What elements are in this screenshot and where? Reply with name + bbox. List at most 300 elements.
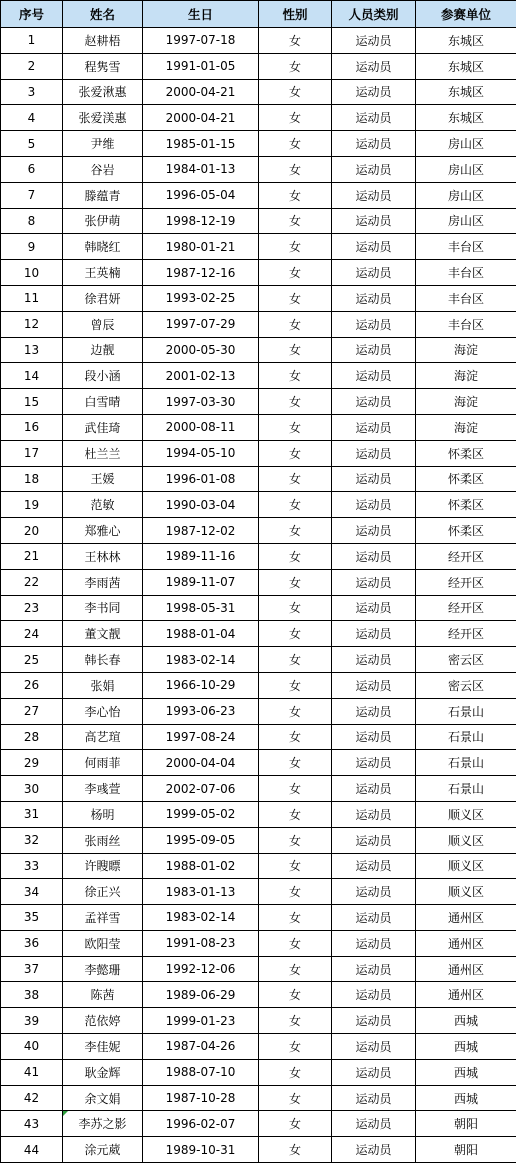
cell-no[interactable]: 40 bbox=[1, 1034, 63, 1060]
cell-gender[interactable]: 女 bbox=[259, 595, 332, 621]
cell-unit[interactable]: 经开区 bbox=[416, 595, 516, 621]
cell-no[interactable]: 25 bbox=[1, 647, 63, 673]
cell-birthday[interactable]: 1999-05-02 bbox=[143, 801, 259, 827]
cell-category[interactable]: 运动员 bbox=[332, 156, 416, 182]
cell-category[interactable]: 运动员 bbox=[332, 672, 416, 698]
cell-category[interactable]: 运动员 bbox=[332, 776, 416, 802]
table-row bbox=[1, 1085, 516, 1111]
cell-birthday[interactable]: 1990-03-04 bbox=[143, 492, 259, 518]
cell-no[interactable]: 35 bbox=[1, 905, 63, 931]
cell-gender[interactable]: 女 bbox=[259, 234, 332, 260]
cell-no[interactable]: 17 bbox=[1, 440, 63, 466]
cell-name[interactable]: 李书同 bbox=[63, 595, 143, 621]
cell-no[interactable]: 15 bbox=[1, 389, 63, 415]
cell-name[interactable]: 何雨菲 bbox=[63, 750, 143, 776]
cell-gender[interactable]: 女 bbox=[259, 1034, 332, 1060]
cell-gender[interactable]: 女 bbox=[259, 79, 332, 105]
cell-gender[interactable]: 女 bbox=[259, 853, 332, 879]
cell-no[interactable]: 43 bbox=[1, 1111, 63, 1137]
cell-category[interactable]: 运动员 bbox=[332, 1085, 416, 1111]
cell-unit[interactable]: 海淀 bbox=[416, 414, 516, 440]
cell-gender[interactable]: 女 bbox=[259, 930, 332, 956]
cell-unit[interactable]: 石景山 bbox=[416, 698, 516, 724]
table-row bbox=[1, 956, 516, 982]
cell-unit[interactable]: 房山区 bbox=[416, 182, 516, 208]
cell-birthday[interactable]: 1991-01-05 bbox=[143, 53, 259, 79]
cell-birthday[interactable]: 1995-09-05 bbox=[143, 827, 259, 853]
cell-category[interactable]: 运动员 bbox=[332, 930, 416, 956]
cell-unit[interactable]: 怀柔区 bbox=[416, 492, 516, 518]
table-row bbox=[1, 672, 516, 698]
cell-name[interactable]: 张雨丝 bbox=[63, 827, 143, 853]
cell-unit[interactable]: 通州区 bbox=[416, 930, 516, 956]
cell-no[interactable]: 36 bbox=[1, 930, 63, 956]
cell-no[interactable]: 19 bbox=[1, 492, 63, 518]
cell-name[interactable]: 张伊萌 bbox=[63, 208, 143, 234]
cell-birthday[interactable]: 2001-02-13 bbox=[143, 363, 259, 389]
cell-category[interactable]: 运动员 bbox=[332, 724, 416, 750]
cell-birthday[interactable]: 1988-01-04 bbox=[143, 621, 259, 647]
cell-no[interactable]: 38 bbox=[1, 982, 63, 1008]
table-row bbox=[1, 827, 516, 853]
cell-name[interactable]: 李懿珊 bbox=[63, 956, 143, 982]
cell-birthday[interactable]: 1985-01-15 bbox=[143, 131, 259, 157]
header-cell-birthday[interactable]: 生日 bbox=[143, 1, 259, 28]
cell-unit[interactable]: 怀柔区 bbox=[416, 440, 516, 466]
cell-birthday[interactable]: 1987-10-28 bbox=[143, 1085, 259, 1111]
cell-birthday[interactable]: 1980-01-21 bbox=[143, 234, 259, 260]
table-row bbox=[1, 28, 516, 54]
cell-gender[interactable]: 女 bbox=[259, 156, 332, 182]
cell-unit[interactable]: 通州区 bbox=[416, 982, 516, 1008]
cell-gender[interactable]: 女 bbox=[259, 389, 332, 415]
cell-birthday[interactable]: 2000-04-21 bbox=[143, 105, 259, 131]
cell-name[interactable]: 赵耕梧 bbox=[63, 28, 143, 54]
cell-category[interactable]: 运动员 bbox=[332, 53, 416, 79]
cell-category[interactable]: 运动员 bbox=[332, 182, 416, 208]
cell-birthday[interactable]: 1983-01-13 bbox=[143, 879, 259, 905]
cell-birthday[interactable]: 1983-02-14 bbox=[143, 647, 259, 673]
cell-gender[interactable]: 女 bbox=[259, 131, 332, 157]
header-cell-unit[interactable]: 参赛单位 bbox=[416, 1, 516, 28]
cell-gender[interactable]: 女 bbox=[259, 647, 332, 673]
cell-no[interactable]: 4 bbox=[1, 105, 63, 131]
cell-gender[interactable]: 女 bbox=[259, 105, 332, 131]
cell-category[interactable]: 运动员 bbox=[332, 1137, 416, 1163]
cell-category[interactable]: 运动员 bbox=[332, 543, 416, 569]
cell-no[interactable]: 13 bbox=[1, 337, 63, 363]
cell-unit[interactable]: 通州区 bbox=[416, 956, 516, 982]
cell-name[interactable]: 耿金辉 bbox=[63, 1059, 143, 1085]
cell-gender[interactable]: 女 bbox=[259, 260, 332, 286]
cell-no[interactable]: 28 bbox=[1, 724, 63, 750]
cell-name[interactable]: 郑雅心 bbox=[63, 518, 143, 544]
cell-name[interactable]: 王英楠 bbox=[63, 260, 143, 286]
cell-unit[interactable]: 西城 bbox=[416, 1059, 516, 1085]
cell-no[interactable]: 30 bbox=[1, 776, 63, 802]
cell-no[interactable]: 21 bbox=[1, 543, 63, 569]
cell-unit[interactable]: 房山区 bbox=[416, 208, 516, 234]
cell-birthday[interactable]: 1994-05-10 bbox=[143, 440, 259, 466]
cell-name[interactable]: 韩晓红 bbox=[63, 234, 143, 260]
cell-birthday[interactable]: 2000-08-11 bbox=[143, 414, 259, 440]
cell-unit[interactable]: 怀柔区 bbox=[416, 518, 516, 544]
cell-category[interactable]: 运动员 bbox=[332, 389, 416, 415]
cell-name[interactable]: 滕蕴青 bbox=[63, 182, 143, 208]
cell-category[interactable]: 运动员 bbox=[332, 285, 416, 311]
cell-name[interactable]: 白雪晴 bbox=[63, 389, 143, 415]
cell-unit[interactable]: 西城 bbox=[416, 1008, 516, 1034]
cell-gender[interactable]: 女 bbox=[259, 182, 332, 208]
cell-unit[interactable]: 丰台区 bbox=[416, 311, 516, 337]
cell-unit[interactable]: 顺义区 bbox=[416, 879, 516, 905]
cell-gender[interactable]: 女 bbox=[259, 698, 332, 724]
cell-unit[interactable]: 经开区 bbox=[416, 621, 516, 647]
header-cell-name[interactable]: 姓名 bbox=[63, 1, 143, 28]
cell-birthday[interactable]: 1993-06-23 bbox=[143, 698, 259, 724]
table-row bbox=[1, 53, 516, 79]
cell-birthday[interactable]: 1966-10-29 bbox=[143, 672, 259, 698]
table-row bbox=[1, 982, 516, 1008]
cell-name[interactable]: 李苏之影 bbox=[63, 1111, 143, 1137]
cell-gender[interactable]: 女 bbox=[259, 724, 332, 750]
cell-no[interactable]: 42 bbox=[1, 1085, 63, 1111]
table-row bbox=[1, 1059, 516, 1085]
cell-name[interactable]: 李佳妮 bbox=[63, 1034, 143, 1060]
cell-gender[interactable]: 女 bbox=[259, 208, 332, 234]
cell-unit[interactable]: 东城区 bbox=[416, 28, 516, 54]
cell-name[interactable]: 范敏 bbox=[63, 492, 143, 518]
cell-gender[interactable]: 女 bbox=[259, 543, 332, 569]
cell-birthday[interactable]: 1988-01-02 bbox=[143, 853, 259, 879]
cell-category[interactable]: 运动员 bbox=[332, 492, 416, 518]
cell-no[interactable]: 8 bbox=[1, 208, 63, 234]
cell-category[interactable]: 运动员 bbox=[332, 466, 416, 492]
header-cell-gender[interactable]: 性别 bbox=[259, 1, 332, 28]
cell-name[interactable]: 张爱湫惠 bbox=[63, 79, 143, 105]
cell-category[interactable]: 运动员 bbox=[332, 827, 416, 853]
table-row bbox=[1, 905, 516, 931]
cell-unit[interactable]: 经开区 bbox=[416, 569, 516, 595]
cell-birthday[interactable]: 1987-12-16 bbox=[143, 260, 259, 286]
cell-category[interactable]: 运动员 bbox=[332, 1034, 416, 1060]
cell-name[interactable]: 王林林 bbox=[63, 543, 143, 569]
cell-gender[interactable]: 女 bbox=[259, 569, 332, 595]
cell-unit[interactable]: 房山区 bbox=[416, 156, 516, 182]
cell-name[interactable]: 许瞍瞟 bbox=[63, 853, 143, 879]
table-row bbox=[1, 131, 516, 157]
cell-name[interactable]: 徐君妍 bbox=[63, 285, 143, 311]
table-row bbox=[1, 363, 516, 389]
cell-unit[interactable]: 朝阳 bbox=[416, 1111, 516, 1137]
cell-no[interactable]: 27 bbox=[1, 698, 63, 724]
cell-unit[interactable]: 丰台区 bbox=[416, 234, 516, 260]
cell-gender[interactable]: 女 bbox=[259, 440, 332, 466]
cell-name[interactable]: 王媛 bbox=[63, 466, 143, 492]
cell-no[interactable]: 11 bbox=[1, 285, 63, 311]
cell-name[interactable]: 曾辰 bbox=[63, 311, 143, 337]
table-row bbox=[1, 234, 516, 260]
cell-birthday[interactable]: 1988-07-10 bbox=[143, 1059, 259, 1085]
cell-name[interactable]: 韩长春 bbox=[63, 647, 143, 673]
cell-no[interactable]: 29 bbox=[1, 750, 63, 776]
cell-no[interactable]: 9 bbox=[1, 234, 63, 260]
cell-birthday[interactable]: 2000-04-21 bbox=[143, 79, 259, 105]
cell-category[interactable]: 运动员 bbox=[332, 1111, 416, 1137]
cell-no[interactable]: 22 bbox=[1, 569, 63, 595]
cell-gender[interactable]: 女 bbox=[259, 337, 332, 363]
table-row bbox=[1, 440, 516, 466]
cell-category[interactable]: 运动员 bbox=[332, 79, 416, 105]
cell-gender[interactable]: 女 bbox=[259, 53, 332, 79]
cell-unit[interactable]: 石景山 bbox=[416, 724, 516, 750]
cell-category[interactable]: 运动员 bbox=[332, 853, 416, 879]
cell-category[interactable]: 运动员 bbox=[332, 595, 416, 621]
cell-no[interactable]: 24 bbox=[1, 621, 63, 647]
cell-name[interactable]: 李雨茜 bbox=[63, 569, 143, 595]
cell-no[interactable]: 5 bbox=[1, 131, 63, 157]
cell-gender[interactable]: 女 bbox=[259, 956, 332, 982]
cell-name[interactable]: 徐正兴 bbox=[63, 879, 143, 905]
cell-no[interactable]: 41 bbox=[1, 1059, 63, 1085]
cell-no[interactable]: 31 bbox=[1, 801, 63, 827]
cell-category[interactable]: 运动员 bbox=[332, 1059, 416, 1085]
cell-unit[interactable]: 顺义区 bbox=[416, 801, 516, 827]
cell-gender[interactable]: 女 bbox=[259, 1059, 332, 1085]
cell-birthday[interactable]: 1989-11-07 bbox=[143, 569, 259, 595]
cell-gender[interactable]: 女 bbox=[259, 363, 332, 389]
cell-no[interactable]: 14 bbox=[1, 363, 63, 389]
cell-gender[interactable]: 女 bbox=[259, 414, 332, 440]
cell-no[interactable]: 18 bbox=[1, 466, 63, 492]
table-row bbox=[1, 776, 516, 802]
cell-gender[interactable]: 女 bbox=[259, 776, 332, 802]
cell-no[interactable]: 16 bbox=[1, 414, 63, 440]
cell-gender[interactable]: 女 bbox=[259, 311, 332, 337]
cell-category[interactable]: 运动员 bbox=[332, 569, 416, 595]
cell-category[interactable]: 运动员 bbox=[332, 414, 416, 440]
cell-name[interactable]: 李彧萱 bbox=[63, 776, 143, 802]
cell-name[interactable]: 余文娟 bbox=[63, 1085, 143, 1111]
cell-category[interactable]: 运动员 bbox=[332, 440, 416, 466]
cell-category[interactable]: 运动员 bbox=[332, 234, 416, 260]
cell-unit[interactable]: 丰台区 bbox=[416, 260, 516, 286]
table-row bbox=[1, 337, 516, 363]
cell-birthday[interactable]: 1997-07-18 bbox=[143, 28, 259, 54]
cell-birthday[interactable]: 1997-03-30 bbox=[143, 389, 259, 415]
cell-birthday[interactable]: 1983-02-14 bbox=[143, 905, 259, 931]
cell-gender[interactable]: 女 bbox=[259, 285, 332, 311]
cell-birthday[interactable]: 1989-10-31 bbox=[143, 1137, 259, 1163]
cell-unit[interactable]: 丰台区 bbox=[416, 285, 516, 311]
cell-gender[interactable]: 女 bbox=[259, 621, 332, 647]
cell-name[interactable]: 欧阳莹 bbox=[63, 930, 143, 956]
cell-gender[interactable]: 女 bbox=[259, 1008, 332, 1034]
cell-no[interactable]: 20 bbox=[1, 518, 63, 544]
table-row bbox=[1, 647, 516, 673]
cell-name[interactable]: 孟祥雪 bbox=[63, 905, 143, 931]
cell-unit[interactable]: 怀柔区 bbox=[416, 466, 516, 492]
cell-no[interactable]: 26 bbox=[1, 672, 63, 698]
cell-name[interactable]: 张娟 bbox=[63, 672, 143, 698]
cell-unit[interactable]: 通州区 bbox=[416, 905, 516, 931]
cell-category[interactable]: 运动员 bbox=[332, 208, 416, 234]
cell-category[interactable]: 运动员 bbox=[332, 621, 416, 647]
header-row bbox=[1, 1, 516, 28]
cell-name[interactable]: 谷岩 bbox=[63, 156, 143, 182]
cell-name[interactable]: 尹维 bbox=[63, 131, 143, 157]
cell-no[interactable]: 10 bbox=[1, 260, 63, 286]
table-row bbox=[1, 466, 516, 492]
table-row bbox=[1, 879, 516, 905]
cell-category[interactable]: 运动员 bbox=[332, 801, 416, 827]
cell-unit[interactable]: 东城区 bbox=[416, 53, 516, 79]
cell-category[interactable]: 运动员 bbox=[332, 337, 416, 363]
cell-gender[interactable]: 女 bbox=[259, 1137, 332, 1163]
cell-birthday[interactable]: 1999-01-23 bbox=[143, 1008, 259, 1034]
cell-unit[interactable]: 海淀 bbox=[416, 363, 516, 389]
cell-birthday[interactable]: 1987-12-02 bbox=[143, 518, 259, 544]
cell-no[interactable]: 6 bbox=[1, 156, 63, 182]
cell-no[interactable]: 3 bbox=[1, 79, 63, 105]
cell-category[interactable]: 运动员 bbox=[332, 905, 416, 931]
cell-gender[interactable]: 女 bbox=[259, 28, 332, 54]
table-row bbox=[1, 285, 516, 311]
cell-name[interactable]: 高艺瑄 bbox=[63, 724, 143, 750]
cell-birthday[interactable]: 1993-02-25 bbox=[143, 285, 259, 311]
cell-name[interactable]: 董文靓 bbox=[63, 621, 143, 647]
cell-birthday[interactable]: 1998-12-19 bbox=[143, 208, 259, 234]
cell-unit[interactable]: 密云区 bbox=[416, 647, 516, 673]
cell-name[interactable]: 杨明 bbox=[63, 801, 143, 827]
cell-category[interactable]: 运动员 bbox=[332, 518, 416, 544]
cell-birthday[interactable]: 1997-07-29 bbox=[143, 311, 259, 337]
cell-no[interactable]: 2 bbox=[1, 53, 63, 79]
cell-name[interactable]: 张爱渼惠 bbox=[63, 105, 143, 131]
cell-birthday[interactable]: 1987-04-26 bbox=[143, 1034, 259, 1060]
cell-name[interactable]: 武佳琦 bbox=[63, 414, 143, 440]
cell-category[interactable]: 运动员 bbox=[332, 750, 416, 776]
cell-birthday[interactable]: 1989-06-29 bbox=[143, 982, 259, 1008]
cell-no[interactable]: 37 bbox=[1, 956, 63, 982]
table-row bbox=[1, 182, 516, 208]
cell-no[interactable]: 12 bbox=[1, 311, 63, 337]
cell-birthday[interactable]: 1996-02-07 bbox=[143, 1111, 259, 1137]
table-row bbox=[1, 518, 516, 544]
cell-name[interactable]: 段小涵 bbox=[63, 363, 143, 389]
cell-gender[interactable]: 女 bbox=[259, 518, 332, 544]
cell-gender[interactable]: 女 bbox=[259, 827, 332, 853]
cell-no[interactable]: 33 bbox=[1, 853, 63, 879]
cell-name[interactable]: 范依婷 bbox=[63, 1008, 143, 1034]
cell-category[interactable]: 运动员 bbox=[332, 698, 416, 724]
cell-gender[interactable]: 女 bbox=[259, 492, 332, 518]
cell-gender[interactable]: 女 bbox=[259, 1111, 332, 1137]
cell-category[interactable]: 运动员 bbox=[332, 982, 416, 1008]
cell-gender[interactable]: 女 bbox=[259, 801, 332, 827]
cell-unit[interactable]: 石景山 bbox=[416, 750, 516, 776]
cell-birthday[interactable]: 2000-04-04 bbox=[143, 750, 259, 776]
cell-unit[interactable]: 西城 bbox=[416, 1034, 516, 1060]
cell-unit[interactable]: 朝阳 bbox=[416, 1137, 516, 1163]
cell-unit[interactable]: 海淀 bbox=[416, 337, 516, 363]
cell-no[interactable]: 39 bbox=[1, 1008, 63, 1034]
table-row bbox=[1, 389, 516, 415]
cell-unit[interactable]: 房山区 bbox=[416, 131, 516, 157]
header-cell-category[interactable]: 人员类别 bbox=[332, 1, 416, 28]
cell-category[interactable]: 运动员 bbox=[332, 260, 416, 286]
cell-category[interactable]: 运动员 bbox=[332, 28, 416, 54]
cell-birthday[interactable]: 1991-08-23 bbox=[143, 930, 259, 956]
cell-gender[interactable]: 女 bbox=[259, 750, 332, 776]
cell-category[interactable]: 运动员 bbox=[332, 647, 416, 673]
cell-birthday[interactable]: 2000-05-30 bbox=[143, 337, 259, 363]
cell-unit[interactable]: 顺义区 bbox=[416, 827, 516, 853]
cell-category[interactable]: 运动员 bbox=[332, 879, 416, 905]
table-row bbox=[1, 208, 516, 234]
cell-category[interactable]: 运动员 bbox=[332, 131, 416, 157]
table-row bbox=[1, 621, 516, 647]
cell-name[interactable]: 陈茜 bbox=[63, 982, 143, 1008]
cell-category[interactable]: 运动员 bbox=[332, 363, 416, 389]
cell-unit[interactable]: 东城区 bbox=[416, 105, 516, 131]
cell-unit[interactable]: 顺义区 bbox=[416, 853, 516, 879]
table-row bbox=[1, 79, 516, 105]
cell-no[interactable]: 1 bbox=[1, 28, 63, 54]
cell-birthday[interactable]: 2002-07-06 bbox=[143, 776, 259, 802]
cell-birthday[interactable]: 1984-01-13 bbox=[143, 156, 259, 182]
cell-birthday[interactable]: 1989-11-16 bbox=[143, 543, 259, 569]
cell-unit[interactable]: 石景山 bbox=[416, 776, 516, 802]
table-row bbox=[1, 930, 516, 956]
cell-gender[interactable]: 女 bbox=[259, 1085, 332, 1111]
cell-birthday[interactable]: 1992-12-06 bbox=[143, 956, 259, 982]
cell-unit[interactable]: 海淀 bbox=[416, 389, 516, 415]
cell-birthday[interactable]: 1996-05-04 bbox=[143, 182, 259, 208]
cell-no[interactable]: 23 bbox=[1, 595, 63, 621]
cell-no[interactable]: 7 bbox=[1, 182, 63, 208]
header-cell-no[interactable]: 序号 bbox=[1, 1, 63, 28]
table-row bbox=[1, 1137, 516, 1163]
cell-name[interactable]: 涂元葳 bbox=[63, 1137, 143, 1163]
cell-gender[interactable]: 女 bbox=[259, 982, 332, 1008]
cell-unit[interactable]: 西城 bbox=[416, 1085, 516, 1111]
cell-gender[interactable]: 女 bbox=[259, 879, 332, 905]
cell-category[interactable]: 运动员 bbox=[332, 105, 416, 131]
cell-unit[interactable]: 密云区 bbox=[416, 672, 516, 698]
cell-gender[interactable]: 女 bbox=[259, 905, 332, 931]
cell-no[interactable]: 44 bbox=[1, 1137, 63, 1163]
table-row bbox=[1, 698, 516, 724]
cell-gender[interactable]: 女 bbox=[259, 672, 332, 698]
cell-no[interactable]: 34 bbox=[1, 879, 63, 905]
cell-name[interactable]: 杜兰兰 bbox=[63, 440, 143, 466]
cell-unit[interactable]: 东城区 bbox=[416, 79, 516, 105]
cell-birthday[interactable]: 1996-01-08 bbox=[143, 466, 259, 492]
cell-birthday[interactable]: 1998-05-31 bbox=[143, 595, 259, 621]
cell-birthday[interactable]: 1997-08-24 bbox=[143, 724, 259, 750]
table-row bbox=[1, 1034, 516, 1060]
cell-unit[interactable]: 经开区 bbox=[416, 543, 516, 569]
cell-category[interactable]: 运动员 bbox=[332, 1008, 416, 1034]
cell-name[interactable]: 李心怡 bbox=[63, 698, 143, 724]
cell-category[interactable]: 运动员 bbox=[332, 956, 416, 982]
cell-name[interactable]: 程隽雪 bbox=[63, 53, 143, 79]
cell-no[interactable]: 32 bbox=[1, 827, 63, 853]
cell-category[interactable]: 运动员 bbox=[332, 311, 416, 337]
cell-name[interactable]: 边靓 bbox=[63, 337, 143, 363]
cell-gender[interactable]: 女 bbox=[259, 466, 332, 492]
